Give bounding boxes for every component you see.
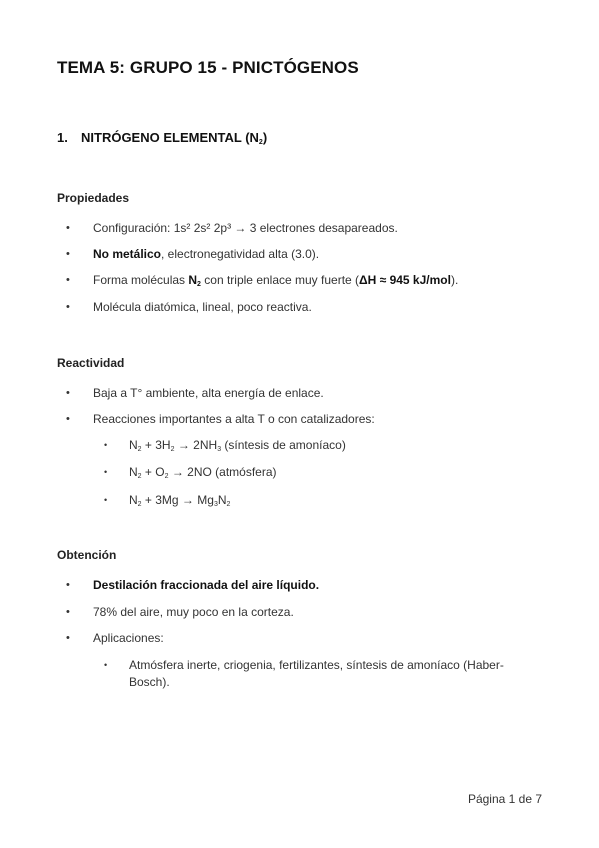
text-segment: con triple enlace muy fuerte ( bbox=[200, 273, 360, 287]
eq-subscript: 2 bbox=[137, 501, 142, 508]
eq-part: + 3Mg → Mg bbox=[141, 493, 214, 507]
formula-subscript: 2 bbox=[197, 281, 201, 288]
list-item-rest: , electronegatividad alta (3.0). bbox=[161, 247, 320, 261]
eq-part: N bbox=[129, 493, 138, 507]
formula-n2 bbox=[188, 273, 201, 287]
text-segment: ). bbox=[450, 273, 459, 287]
eq-part: N bbox=[129, 438, 138, 452]
bullet: • bbox=[66, 222, 70, 234]
reaction-equation bbox=[129, 464, 547, 481]
subheading-obtencion: Obtención bbox=[57, 548, 117, 562]
eq-subscript: 2 bbox=[137, 473, 142, 480]
reaction-equation bbox=[129, 492, 547, 509]
eq-subscript: 3 bbox=[217, 446, 222, 453]
formula-symbol: N bbox=[188, 273, 198, 287]
eq-part: N bbox=[217, 493, 227, 507]
bold-term: No metálico bbox=[93, 247, 162, 261]
eq-part: → 2NO (atmósfera) bbox=[168, 465, 277, 479]
bullet: • bbox=[66, 301, 70, 313]
list-item-text: Destilación fraccionada del aire líquido. bbox=[93, 578, 320, 592]
list-item-text: 78% del aire, muy poco en la corteza. bbox=[93, 605, 294, 619]
list-item-text: Baja a T° ambiente, alta energía de enlace. bbox=[93, 386, 324, 400]
eq-part: + O bbox=[141, 465, 165, 479]
document-title: TEMA 5: GRUPO 15 - PNICTÓGENOS bbox=[57, 58, 359, 77]
text-segment: Forma moléculas bbox=[93, 273, 189, 287]
list-item-text: Atmósfera inerte, criogenia, fertilizantes, síntesis de amoníaco (Haber-Bosch). bbox=[129, 658, 504, 689]
section-number: 1. bbox=[57, 130, 68, 145]
eq-subscript: 2 bbox=[164, 473, 169, 480]
page-number: Página 1 de 7 bbox=[467, 792, 542, 806]
subheading-reactividad: Reactividad bbox=[57, 356, 125, 370]
subheading-propiedades: Propiedades bbox=[57, 191, 130, 205]
section-heading bbox=[57, 130, 267, 145]
bullet: • bbox=[104, 467, 108, 477]
eq-part: → 2NH bbox=[174, 438, 218, 452]
eq-subscript: 2 bbox=[137, 446, 142, 453]
bullet: • bbox=[104, 440, 108, 450]
list-item-text: Configuración: 1s² 2s² 2p³ → 3 electrones desapareados. bbox=[93, 221, 398, 235]
eq-part: + 3H bbox=[141, 438, 171, 452]
section-heading-subscript: 2 bbox=[258, 139, 263, 146]
enthalpy-value: ΔH ≈ 945 kJ/mol bbox=[359, 273, 451, 287]
eq-subscript: 2 bbox=[226, 501, 231, 508]
eq-part: (síntesis de amoníaco) bbox=[221, 438, 346, 452]
eq-part: N bbox=[129, 465, 138, 479]
bullet: • bbox=[104, 660, 108, 670]
bullet: • bbox=[104, 495, 108, 505]
section-heading-close: ) bbox=[262, 130, 268, 145]
bullet: • bbox=[66, 387, 70, 399]
list-item-text: Aplicaciones: bbox=[93, 631, 164, 645]
bullet: • bbox=[66, 579, 70, 591]
eq-subscript: 3 bbox=[213, 501, 218, 508]
bullet: • bbox=[66, 632, 70, 644]
bullet: • bbox=[66, 606, 70, 618]
bullet: • bbox=[66, 274, 70, 286]
list-item-text bbox=[93, 272, 547, 289]
bullet: • bbox=[66, 248, 70, 260]
bullet: • bbox=[66, 413, 70, 425]
section-heading-text: NITRÓGENO ELEMENTAL (N bbox=[81, 130, 259, 145]
list-item-text: Reacciones importantes a alta T o con catalizadores: bbox=[93, 412, 375, 426]
list-item-text bbox=[93, 246, 547, 263]
eq-subscript: 2 bbox=[170, 446, 175, 453]
reaction-equation bbox=[129, 437, 547, 454]
list-item-text: Molécula diatómica, lineal, poco reactiva. bbox=[93, 300, 312, 314]
